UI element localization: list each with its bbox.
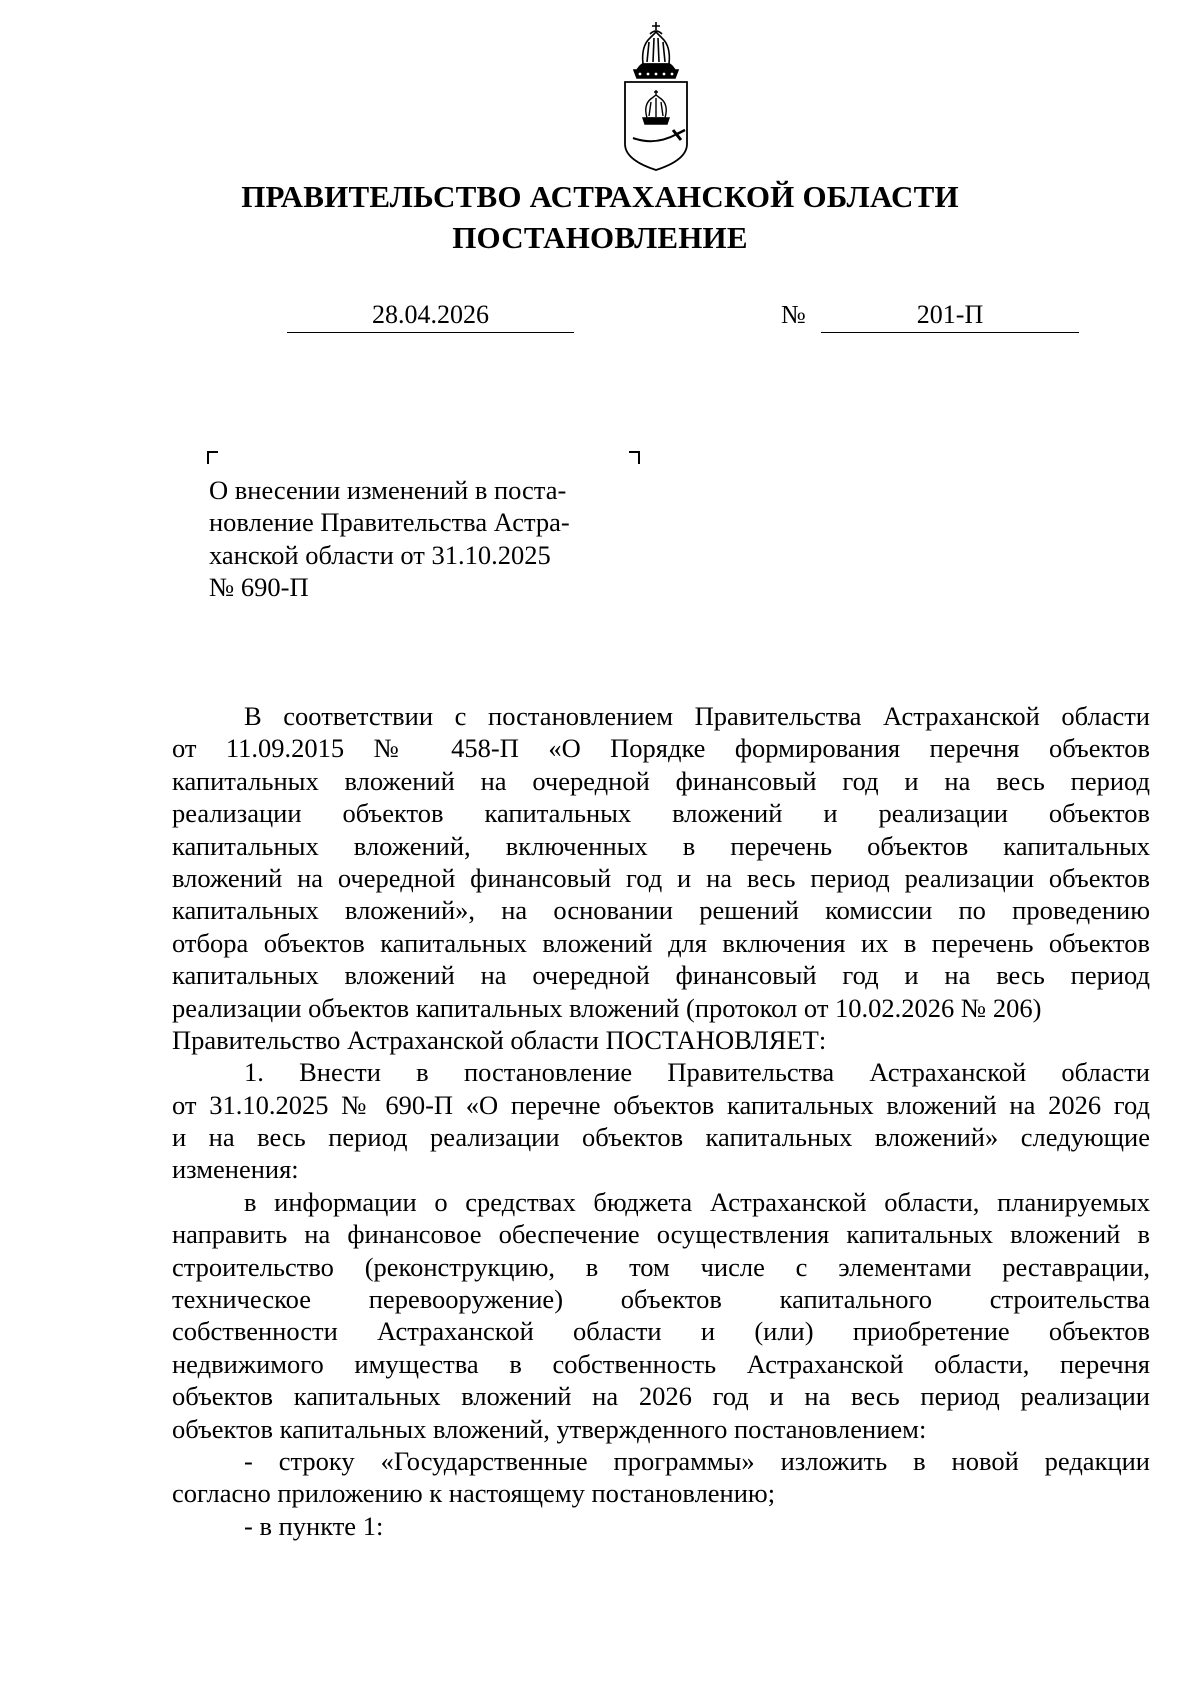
- document-date: 28.04.2026: [287, 300, 574, 333]
- body-line: и на весь период реализации объектов капитальных вложений» следующие: [172, 1122, 1150, 1153]
- subject-line: ханской области от 31.10.2025: [209, 539, 551, 570]
- body-line: 1. Внести в постановление Правительства Астраханской области: [244, 1057, 1150, 1088]
- body-line: - в пункте 1:: [244, 1510, 384, 1541]
- body-line: капитальных вложений», на основании решений комиссии по проведению: [172, 895, 1150, 926]
- body-line: направить на финансовое обеспечение осуществления капитальных вложений в: [172, 1219, 1150, 1250]
- body-line: техническое перевооружение) объектов капитального строительства: [172, 1284, 1150, 1315]
- body-line: капитальных вложений, включенных в перечень объектов капитальных: [172, 830, 1150, 861]
- body-line: объектов капитальных вложений на 2026 год и на весь период реализации: [172, 1381, 1150, 1412]
- body-line: - строку «Государственные программы» изложить в новой редакции: [244, 1445, 1150, 1476]
- astrakhan-coat-of-arms-icon: [619, 20, 693, 172]
- body-line: согласно приложению к настоящему постановлению;: [172, 1478, 776, 1509]
- subject-line: № 690-П: [209, 572, 309, 603]
- subject-bracket-left-icon: [207, 451, 218, 464]
- document-type-title: ПОСТАНОВЛЕНИЕ: [452, 220, 748, 255]
- body-line: объектов капитальных вложений, утвержденного постановлением:: [172, 1413, 927, 1444]
- body-line: капитальных вложений на очередной финансовый год и на весь период: [172, 960, 1150, 991]
- subject-line: О внесении изменений в поста-: [209, 475, 567, 505]
- body-line: недвижимого имущества в собственность Астраханской области, перечня: [172, 1348, 1150, 1379]
- body-line: от 31.10.2025 № 690-П «О перечне объектов капитальных вложений на 2026 год: [172, 1089, 1150, 1120]
- body-line: Правительство Астраханской области ПОСТАНОВЛЯЕТ:: [172, 1024, 827, 1055]
- body-line: изменения:: [172, 1154, 299, 1185]
- body-line: от 11.09.2015 № 458-П «О Порядке формирования перечня объектов: [172, 733, 1150, 764]
- body-line: вложений на очередной финансовый год и на весь период реализации объектов: [172, 862, 1150, 893]
- subject-bracket-right-icon: [629, 451, 640, 464]
- number-sign: №: [781, 300, 806, 329]
- body-line: капитальных вложений на очередной финансовый год и на весь период: [172, 765, 1150, 796]
- body-line: в информации о средствах бюджета Астраханской области, планируемых: [244, 1186, 1150, 1217]
- document-number: 201-П: [821, 300, 1079, 333]
- body-line: отбора объектов капитальных вложений для включения их в перечень объектов: [172, 927, 1150, 958]
- document-body: [172, 700, 1150, 1542]
- body-line: реализации объектов капитальных вложений (протокол от 10.02.2026 № 206): [172, 992, 1042, 1023]
- body-line: реализации объектов капитальных вложений и реализации объектов: [172, 798, 1150, 829]
- subject-line: новление Правительства Астра-: [209, 507, 570, 538]
- body-line: собственности Астраханской области и (или) приобретение объектов: [172, 1316, 1150, 1347]
- body-line: строительство (реконструкцию, в том числе с элементами реставрации,: [172, 1251, 1150, 1282]
- organization-title: ПРАВИТЕЛЬСТВО АСТРАХАНСКОЙ ОБЛАСТИ: [241, 179, 959, 214]
- document-subject: [209, 474, 639, 604]
- body-line: В соответствии с постановлением Правительства Астраханской области: [244, 701, 1150, 731]
